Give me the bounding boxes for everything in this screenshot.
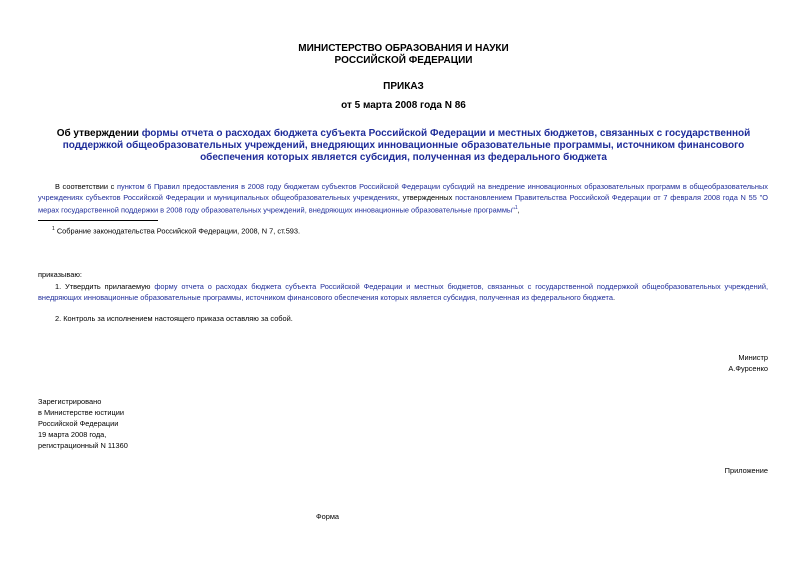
- appendix-label: Приложение: [724, 466, 768, 475]
- order-item-1: [38, 281, 768, 303]
- preamble-text-3: ,: [517, 205, 520, 215]
- footnote-divider: [38, 220, 158, 221]
- heading-form-link[interactable]: формы отчета о расходах бюджета субъекта Российской Федерации и местных бюджетов, связанных с государственной поддержкой общеобразовательных учреждений, внедряющих инновационные образовательные программы, источником финансового обеспечения которых является субсидия, полученная из федерального бюджета: [62, 128, 751, 163]
- rules-point-6-link[interactable]: пунктом 6 Правил предоставления в 2008 году бюджетам субъектов Российской Федерации субсидий на внедрение инновационных образовательных программ в общеобразовательных учреждениях субъектов Российской Федерации и муниципальных общеобразовательных учреждениях: [38, 182, 768, 202]
- signature-position: Министр: [738, 353, 768, 362]
- ministry-header: [0, 43, 807, 67]
- document-type: ПРИКАЗ: [383, 81, 424, 92]
- registration-block: [38, 396, 128, 451]
- footnote-number: 1: [52, 226, 55, 232]
- registration-line-2: в Министерстве юстиции: [38, 408, 125, 417]
- document-date-number: от 5 марта 2008 года N 86: [341, 100, 466, 111]
- preamble-text-2: , утвержденных: [397, 193, 456, 202]
- registration-line-4: 19 марта 2008 года,: [38, 430, 107, 439]
- heading-prefix: Об утверждении: [56, 128, 142, 139]
- signature-name: А.Фурсенко: [728, 364, 768, 373]
- order-item-1-prefix: 1. Утвердить прилагаемую: [55, 282, 155, 291]
- ministry-line-1: МИНИСТЕРСТВО ОБРАЗОВАНИЯ И НАУКИ: [298, 43, 509, 54]
- preamble-text-1: В соответствии с: [55, 182, 117, 191]
- signature-block: [728, 352, 768, 374]
- registration-line-1: Зарегистрировано: [38, 397, 102, 406]
- order-item-1-suffix: .: [612, 293, 616, 302]
- government-decree-link[interactable]: постановлением Правительства Российской Федерации от 7 февраля 2008 года N 55 "О мерах государственной поддержки в 2008 году образовательных учреждений, внедряющих инновационные образовательные программы": [38, 193, 768, 215]
- form-label: Форма: [316, 512, 340, 521]
- order-word: приказываю:: [38, 270, 82, 279]
- footnote-text: Собрание законодательства Российской Федерации, 2008, N 7, ст.593.: [56, 226, 301, 236]
- document-heading: [40, 128, 767, 164]
- registration-line-5: регистрационный N 11360: [38, 441, 128, 450]
- footnote-mark[interactable]: 1: [514, 205, 518, 211]
- order-item-2: 2. Контроль за исполнением настоящего приказа оставляю за собой.: [55, 314, 293, 323]
- order-form-link[interactable]: форму отчета о расходах бюджета субъекта Российской Федерации и местных бюджетов, связанных с государственной поддержкой общеобразовательных учреждений, внедряющих инновационные образовательные программы, источником финансового обеспечения которых является субсидия, полученная из федерального бюджета: [38, 282, 768, 302]
- registration-line-3: Российской Федерации: [38, 419, 119, 428]
- preamble-paragraph: [38, 181, 768, 215]
- ministry-line-2: РОССИЙСКОЙ ФЕДЕРАЦИИ: [334, 55, 473, 66]
- footnote: [52, 224, 300, 236]
